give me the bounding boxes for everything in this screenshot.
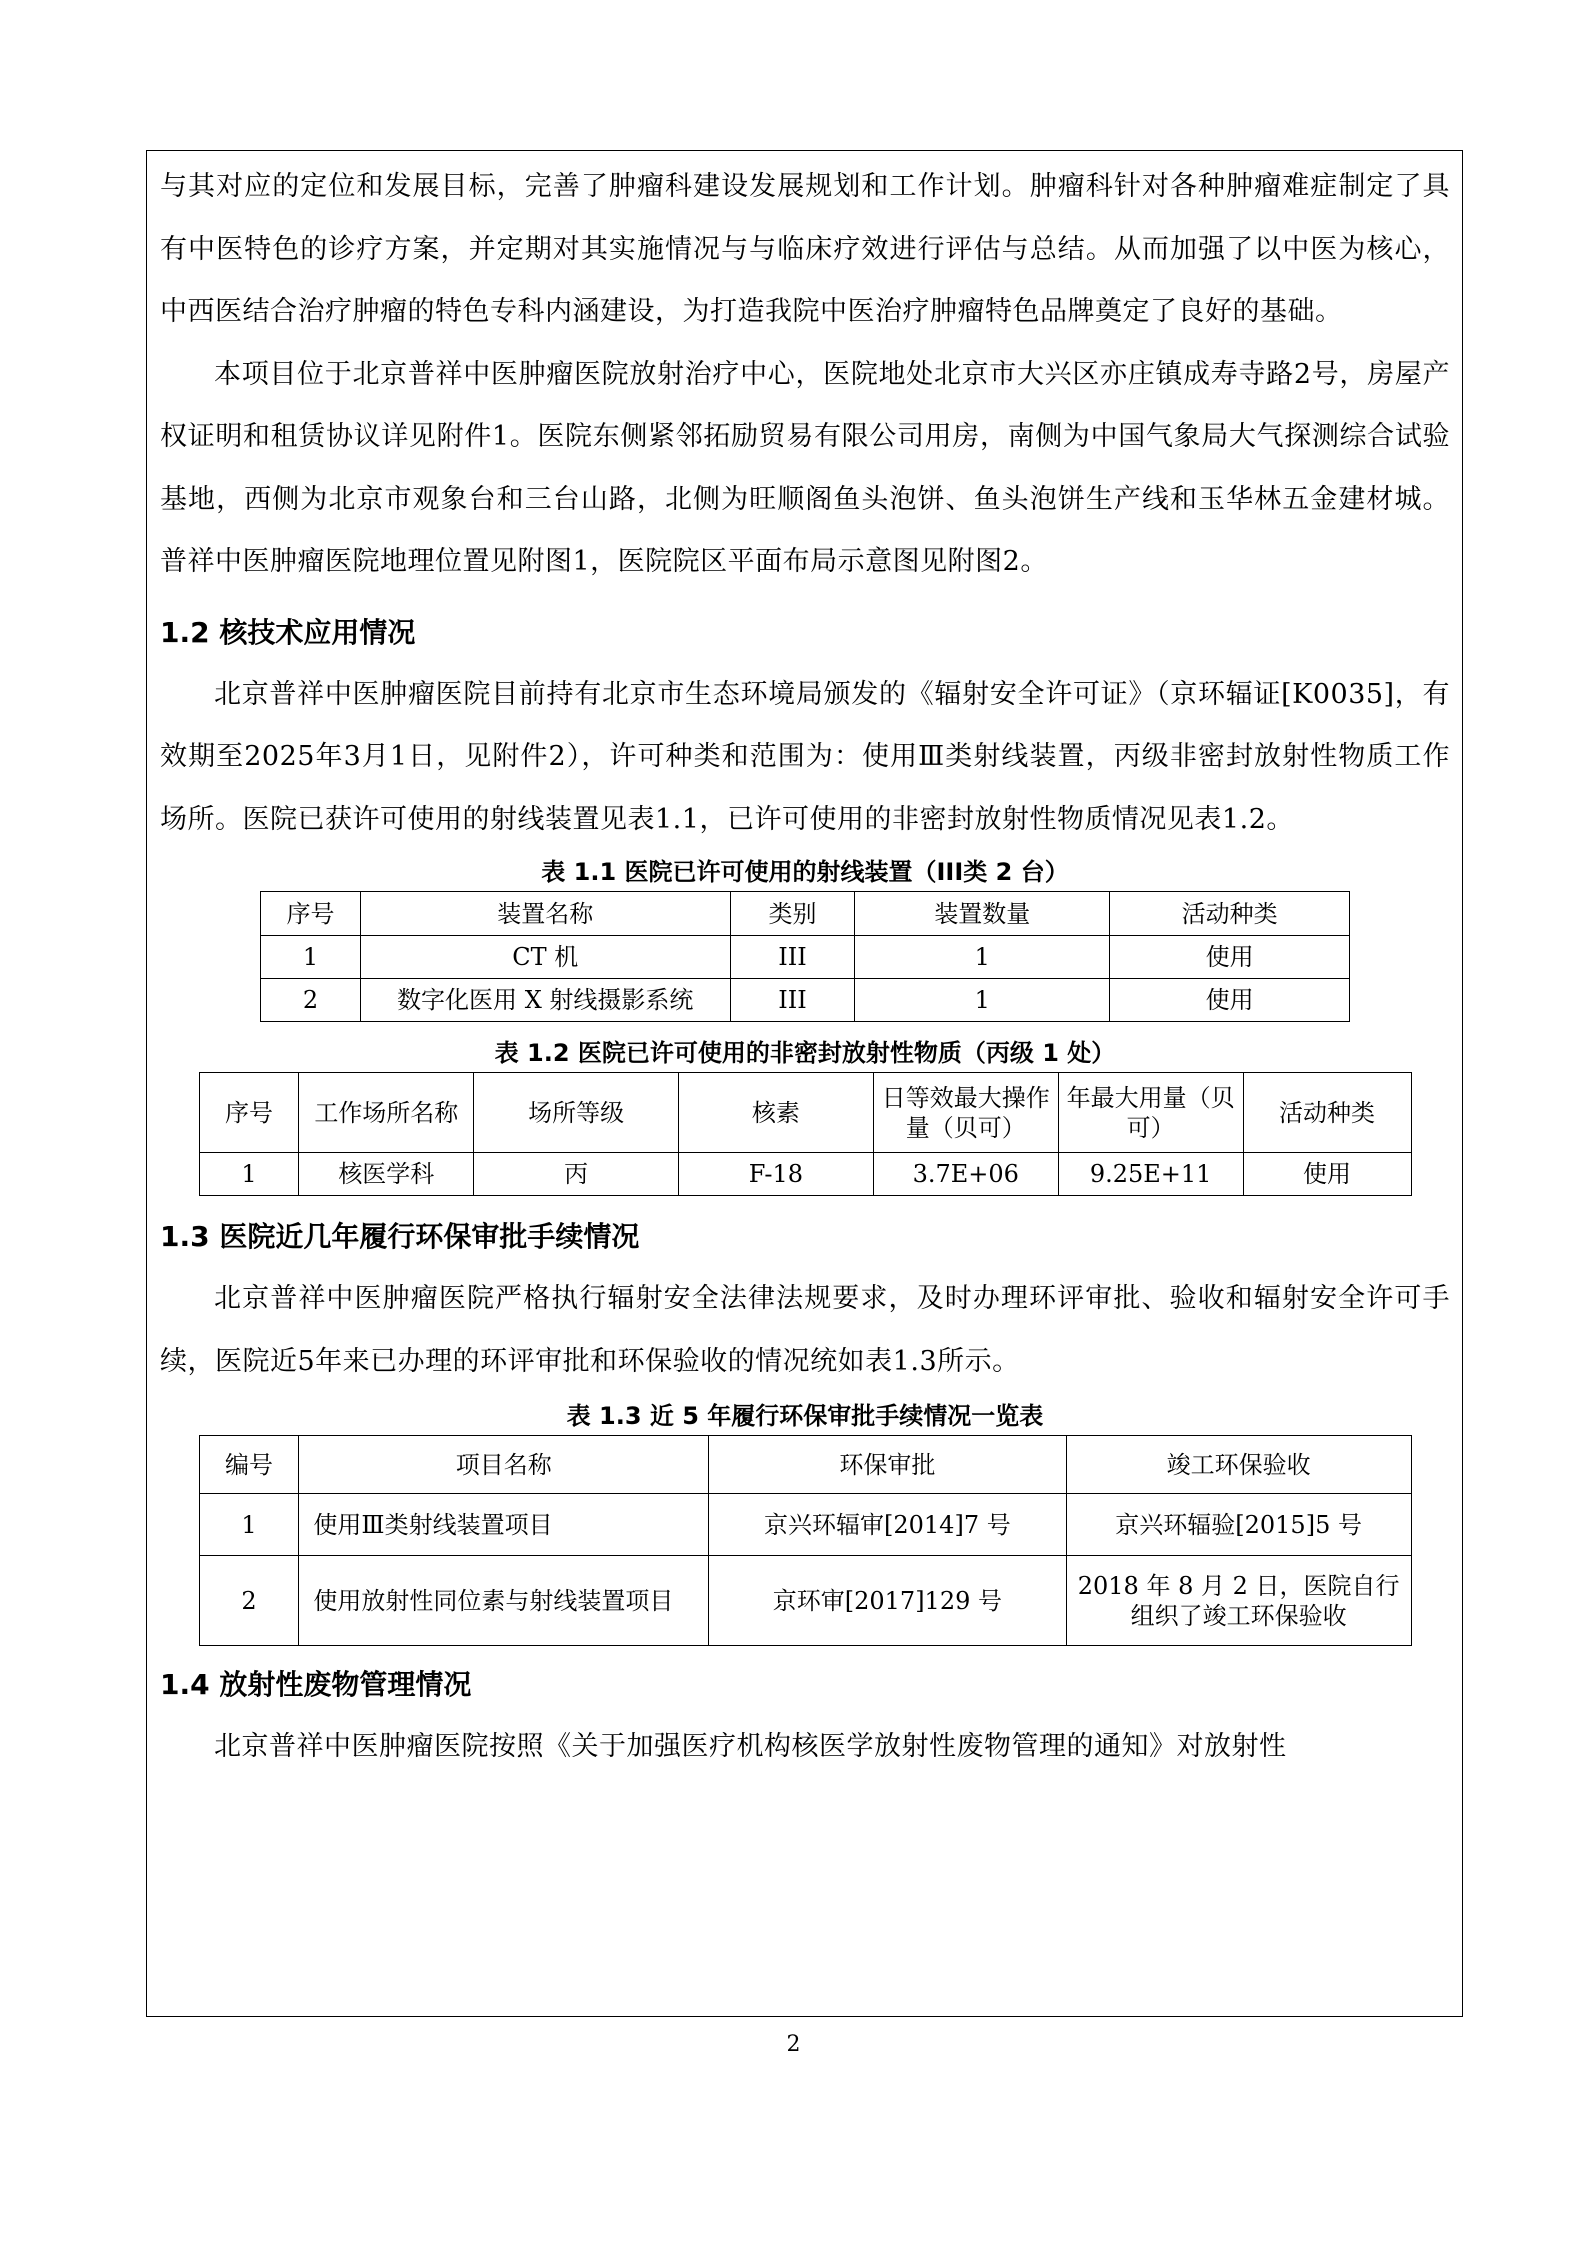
table-cell: III (730, 936, 855, 979)
table-row (199, 1153, 1411, 1196)
header-cell: 序号 (199, 1073, 299, 1153)
page-number: 2 (786, 2032, 801, 2057)
table-row (261, 979, 1350, 1022)
document-body (160, 156, 1450, 1779)
table-cell: 京兴环辐审[2014]7 号 (709, 1494, 1067, 1556)
table-cell: CT 机 (360, 936, 730, 979)
header-cell: 项目名称 (299, 1436, 709, 1494)
table-cell: III (730, 979, 855, 1022)
table-1-1 (260, 891, 1350, 1022)
section-heading-1-2: 1.2 核技术应用情况 (160, 615, 416, 649)
table-cell: 使用 (1243, 1153, 1411, 1196)
table-cell: 丙 (474, 1153, 679, 1196)
header-cell: 活动种类 (1243, 1073, 1411, 1153)
table-header-row (261, 892, 1350, 936)
header-cell: 类别 (730, 892, 855, 936)
table-1-3-caption: 表 1.3 近 5 年履行环保审批手续情况一览表 (566, 1402, 1044, 1430)
header-cell: 日等效最大操作量（贝可） (873, 1073, 1058, 1153)
table-cell: 京兴环辐验[2015]5 号 (1066, 1494, 1411, 1556)
table-cell: 2 (261, 979, 361, 1022)
table-cell: 使用放射性同位素与射线装置项目 (299, 1556, 709, 1646)
table-cell: 使用 (1110, 979, 1350, 1022)
table-cell: 1 (855, 936, 1110, 979)
table-row (199, 1556, 1411, 1646)
header-cell: 序号 (261, 892, 361, 936)
paragraph-license: 北京普祥中医肿瘤医院目前持有北京市生态环境局颁发的《辐射安全许可证》（京环辐证[K0035]，有效期至2025年3月1日，见附件2），许可种类和范围为：使用Ⅲ类射线装置，丙级非密封放射性物质工作场所。医院已获许可使用的射线装置见表1.1，已许可使用的非密封放射性物质情况见表1.2。 (160, 678, 1450, 835)
header-cell: 装置数量 (855, 892, 1110, 936)
table-cell: 1 (199, 1153, 299, 1196)
table-row (261, 936, 1350, 979)
header-cell: 编号 (199, 1436, 299, 1494)
header-cell: 工作场所名称 (299, 1073, 474, 1153)
table-cell: 1 (199, 1494, 299, 1556)
table-1-1-caption: 表 1.1 医院已许可使用的射线装置（III类 2 台） (541, 858, 1069, 886)
header-cell: 年最大用量（贝可） (1058, 1073, 1243, 1153)
paragraph-waste: 北京普祥中医肿瘤医院按照《关于加强医疗机构核医学放射性废物管理的通知》对放射性 (214, 1731, 1287, 1762)
table-cell: F-18 (678, 1153, 873, 1196)
table-header-row (199, 1436, 1411, 1494)
table-cell: 3.7E+06 (873, 1153, 1058, 1196)
header-cell: 装置名称 (360, 892, 730, 936)
table-cell: 2018 年 8 月 2 日，医院自行组织了竣工环保验收 (1066, 1556, 1411, 1646)
header-cell: 竣工环保验收 (1066, 1436, 1411, 1494)
table-cell: 2 (199, 1556, 299, 1646)
table-row (199, 1494, 1411, 1556)
table-cell: 使用 (1110, 936, 1350, 979)
table-cell: 9.25E+11 (1058, 1153, 1243, 1196)
header-cell: 环保审批 (709, 1436, 1067, 1494)
header-cell: 场所等级 (474, 1073, 679, 1153)
table-cell: 1 (855, 979, 1110, 1022)
header-cell: 活动种类 (1110, 892, 1350, 936)
table-cell: 京环审[2017]129 号 (709, 1556, 1067, 1646)
paragraph-approval: 北京普祥中医肿瘤医院严格执行辐射安全法律法规要求，及时办理环评审批、验收和辐射安全许可手续，医院近5年来已办理的环评审批和环保验收的情况统如表1.3所示。 (160, 1283, 1450, 1377)
table-cell: 核医学科 (299, 1153, 474, 1196)
table-cell: 使用Ⅲ类射线装置项目 (299, 1494, 709, 1556)
table-1-2-caption: 表 1.2 医院已许可使用的非密封放射性物质（丙级 1 处） (494, 1039, 1116, 1067)
table-1-3 (199, 1435, 1412, 1646)
paragraph-oncology-plan: 与其对应的定位和发展目标，完善了肿瘤科建设发展规划和工作计划。肿瘤科针对各种肿瘤难症制定了具有中医特色的诊疗方案，并定期对其实施情况与与临床疗效进行评估与总结。从而加强了以中医为核心，中西医结合治疗肿瘤的特色专科内涵建设，为打造我院中医治疗肿瘤特色品牌奠定了良好的基础。 (160, 171, 1450, 327)
table-cell: 数字化医用 X 射线摄影系统 (360, 979, 730, 1022)
section-heading-1-4: 1.4 放射性废物管理情况 (160, 1668, 472, 1701)
table-1-2 (199, 1072, 1412, 1196)
section-heading-1-3: 1.3 医院近几年履行环保审批手续情况 (160, 1220, 640, 1253)
header-cell: 核素 (678, 1073, 873, 1153)
table-cell: 1 (261, 936, 361, 979)
table-header-row (199, 1073, 1411, 1153)
paragraph-project-location: 本项目位于北京普祥中医肿瘤医院放射治疗中心，医院地处北京市大兴区亦庄镇成寿寺路2号，房屋产权证明和租赁协议详见附件1。医院东侧紧邻拓励贸易有限公司用房，南侧为中国气象局大气探测综合试验基地，西侧为北京市观象台和三台山路，北侧为旺顺阁鱼头泡饼、鱼头泡饼生产线和玉华林五金建材城。普祥中医肿瘤医院地理位置见附图1，医院院区平面布局示意图见附图2。 (160, 358, 1450, 577)
